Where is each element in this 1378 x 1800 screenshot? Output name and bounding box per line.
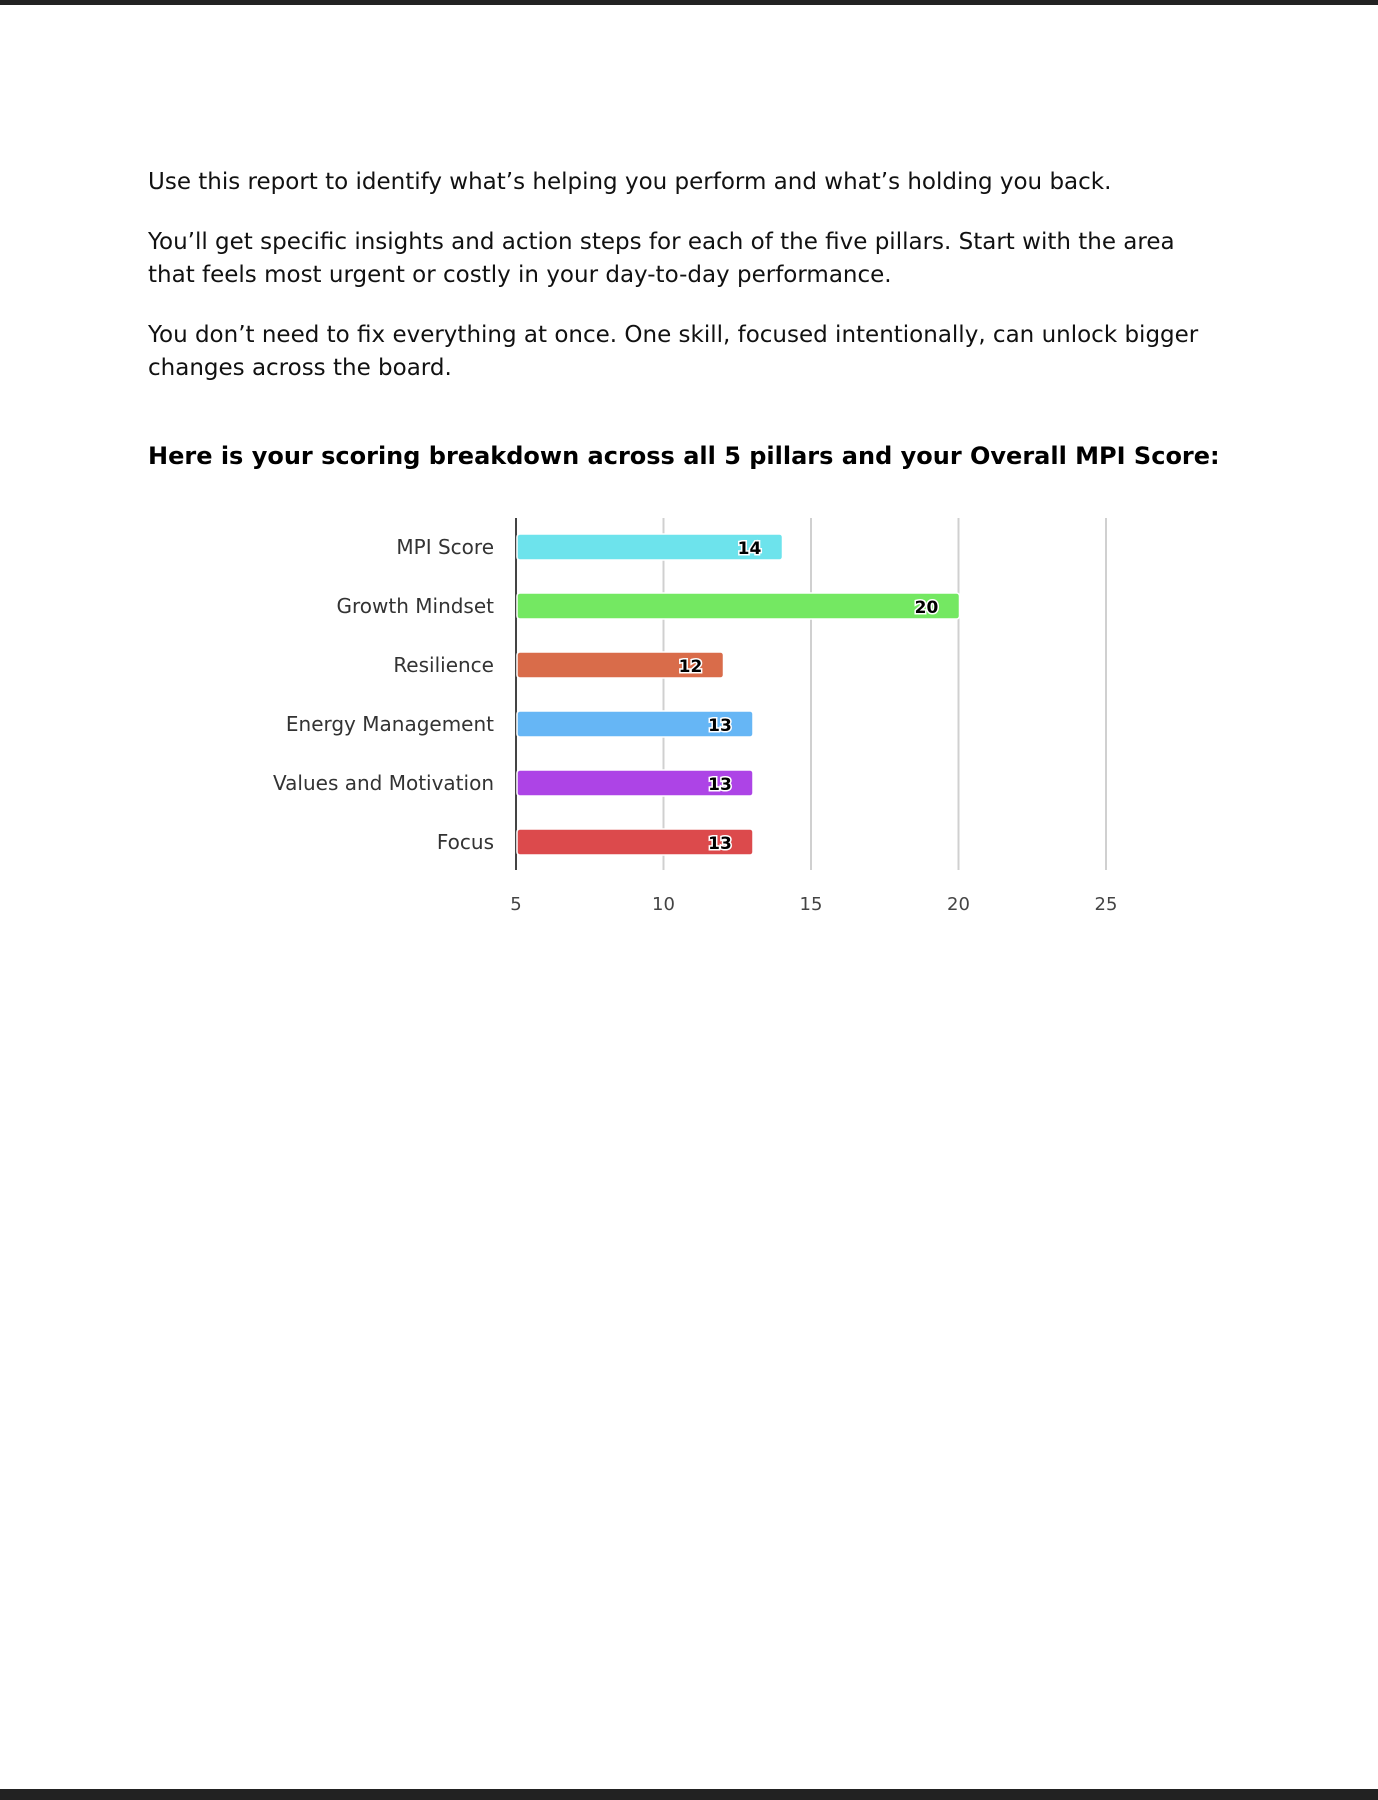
category-label-growth-mindset: Growth Mindset (336, 594, 494, 618)
category-label-focus: Focus (436, 830, 494, 854)
data-label-resilience: 12 (678, 657, 703, 677)
category-label-resilience: Resilience (393, 653, 494, 677)
category-label-mpi-score: MPI Score (396, 535, 494, 559)
category-label-energy-management: Energy Management (285, 712, 494, 736)
page-bottom-border (0, 1789, 1378, 1800)
x-tick-label-20: 20 (947, 894, 970, 915)
bar-growth-mindset (517, 593, 960, 619)
data-label-values-and-motivation: 13 (708, 775, 732, 795)
data-label-focus: 13 (708, 834, 732, 854)
x-tick-label-5: 5 (510, 894, 522, 915)
category-label-values-and-motivation: Values and Motivation (273, 771, 494, 795)
data-label-energy-management: 13 (708, 716, 732, 736)
intro-paragraph-2: You’ll get specific insights and action steps for each of the five pillars. Start with the area that feels most urgent or costly in your day-to-day performance. (148, 229, 1175, 288)
data-label-mpi-score: 14 (737, 539, 762, 559)
intro-paragraph-1: Use this report to identify what’s helping you perform and what’s holding you back. (148, 169, 1112, 195)
x-tick-label-25: 25 (1094, 894, 1118, 915)
x-tick-label-10: 10 (652, 894, 675, 915)
intro-paragraph-3: You don’t need to fix everything at once. One skill, focused intentionally, can unlock bigger changes across the board. (148, 322, 1199, 381)
data-label-growth-mindset: 20 (914, 598, 939, 618)
x-tick-label-15: 15 (799, 894, 823, 915)
scoring-heading: Here is your scoring breakdown across all 5 pillars and your Overall MPI Score: (148, 442, 1220, 470)
